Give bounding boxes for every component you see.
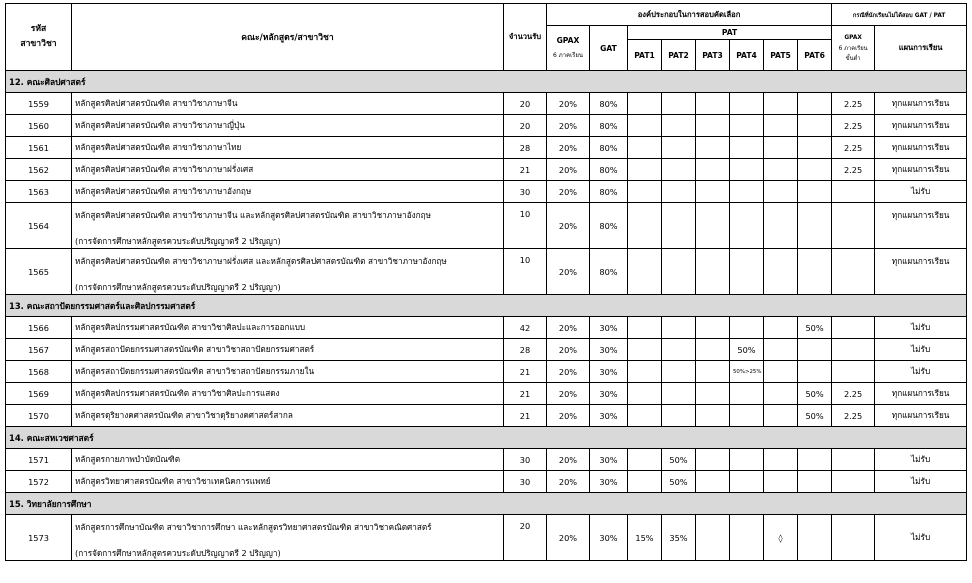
pat2-weight: 50% <box>662 471 696 493</box>
program-title: หลักสูตรศิลปศาสตรบัณฑิต สาขาวิชาภาษาจีน และหลักสูตรศิลปศาสตรบัณฑิต สาขาวิชาภาษาอังกฤษ <box>75 210 431 220</box>
pat3-weight <box>696 471 730 493</box>
pat3-weight <box>696 361 730 383</box>
program-code: 1560 <box>6 115 72 137</box>
program-name: หลักสูตรวิทยาศาสตรบัณฑิต สาขาวิชาเทคนิคการแพทย์ <box>72 471 504 493</box>
program-code: 1569 <box>6 383 72 405</box>
program-name: หลักสูตรสถาปัตยกรรมศาสตรบัณฑิต สาขาวิชาสถาปัตยกรรมศาสตร์ <box>72 339 504 361</box>
pat2-weight <box>662 115 696 137</box>
gpax-weight: 20% <box>547 181 590 203</box>
pat5-weight <box>764 249 798 295</box>
gpax-weight: 20% <box>547 449 590 471</box>
min-gpax-value <box>832 339 875 361</box>
pat5-weight <box>764 339 798 361</box>
min-gpax-value <box>832 181 875 203</box>
pat1-weight: 15% <box>628 515 662 561</box>
study-plan-value: ไม่รับ <box>875 317 967 339</box>
gpax-weight: 20% <box>547 317 590 339</box>
seats-value: 30 <box>504 181 547 203</box>
program-name: หลักสูตรศิลปกรรมศาสตรบัณฑิต สาขาวิชาศิลปะและการออกแบบ <box>72 317 504 339</box>
program-name <box>72 515 504 561</box>
table-row <box>6 449 967 471</box>
pat6-weight: 50% <box>798 317 832 339</box>
header-gat: GAT <box>590 26 628 71</box>
pat4-weight <box>730 449 764 471</box>
header-program: คณะ/หลักสูตร/สาขาวิชา <box>72 4 504 71</box>
table-row <box>6 361 967 383</box>
header-study-plan: แผนการเรียน <box>875 26 967 71</box>
pat6-weight <box>798 339 832 361</box>
pat1-weight <box>628 93 662 115</box>
study-plan-value: ไม่รับ <box>875 515 967 561</box>
table-row <box>6 249 967 295</box>
section-title: 12. คณะศิลปศาสตร์ <box>6 71 967 93</box>
pat4-weight <box>730 515 764 561</box>
header-seats: จำนวนรับ <box>504 4 547 71</box>
pat2-weight <box>662 181 696 203</box>
pat3-weight <box>696 449 730 471</box>
seats-value: 10 <box>504 249 547 295</box>
min-gpax-value <box>832 515 875 561</box>
pat2-weight: 35% <box>662 515 696 561</box>
gat-weight: 80% <box>590 159 628 181</box>
section-header-row <box>6 295 967 317</box>
pat5-weight <box>764 115 798 137</box>
program-code: 1562 <box>6 159 72 181</box>
pat6-weight <box>798 249 832 295</box>
pat3-weight <box>696 93 730 115</box>
pat6-weight <box>798 93 832 115</box>
pat2-weight <box>662 361 696 383</box>
seats-value: 21 <box>504 383 547 405</box>
table-row <box>6 471 967 493</box>
pat4-weight <box>730 203 764 249</box>
gat-weight: 30% <box>590 361 628 383</box>
table-row <box>6 383 967 405</box>
program-name: หลักสูตรศิลปศาสตรบัณฑิต สาขาวิชาภาษาอังกฤษ <box>72 181 504 203</box>
header-pat6: PAT6 <box>798 40 832 71</box>
gpax-weight: 20% <box>547 137 590 159</box>
pat1-weight <box>628 249 662 295</box>
table-row <box>6 115 967 137</box>
seats-value: 21 <box>504 405 547 427</box>
program-code: 1566 <box>6 317 72 339</box>
seats-value: 20 <box>504 93 547 115</box>
seats-value: 20 <box>504 515 547 561</box>
pat2-weight <box>662 137 696 159</box>
program-code: 1561 <box>6 137 72 159</box>
program-code: 1568 <box>6 361 72 383</box>
seats-value: 42 <box>504 317 547 339</box>
study-plan-value: ทุกแผนการเรียน <box>875 93 967 115</box>
gpax-weight: 20% <box>547 383 590 405</box>
program-name <box>72 249 504 295</box>
pat5-weight <box>764 137 798 159</box>
table-row <box>6 137 967 159</box>
seats-value: 28 <box>504 339 547 361</box>
pat4-weight: 50% <box>730 339 764 361</box>
gpax-weight: 20% <box>547 471 590 493</box>
program-code: 1567 <box>6 339 72 361</box>
header-pat5: PAT5 <box>764 40 798 71</box>
gpax-weight: 20% <box>547 339 590 361</box>
seats-value: 21 <box>504 159 547 181</box>
pat5-weight <box>764 317 798 339</box>
study-plan-value: ทุกแผนการเรียน <box>875 159 967 181</box>
gat-weight: 30% <box>590 405 628 427</box>
table-row <box>6 93 967 115</box>
study-plan-value: ทุกแผนการเรียน <box>875 203 967 249</box>
gat-weight: 30% <box>590 449 628 471</box>
seats-value: 20 <box>504 115 547 137</box>
pat4-weight: 50%>25% <box>730 361 764 383</box>
gat-weight: 30% <box>590 317 628 339</box>
pat3-weight <box>696 515 730 561</box>
program-code: 1570 <box>6 405 72 427</box>
header-gpax: GPAX 6 ภาคเรียน <box>547 26 590 71</box>
study-plan-value: ทุกแผนการเรียน <box>875 405 967 427</box>
seats-value: 10 <box>504 203 547 249</box>
pat1-weight <box>628 405 662 427</box>
pat6-weight: 50% <box>798 383 832 405</box>
program-name: หลักสูตรสถาปัตยกรรมศาสตรบัณฑิต สาขาวิชาสถาปัตยกรรมภายใน <box>72 361 504 383</box>
program-note: (การจัดการศึกษาหลักสูตรควบระดับปริญญาตรี 2 ปริญญา) <box>75 282 281 292</box>
study-plan-value: ทุกแผนการเรียน <box>875 137 967 159</box>
pat4-weight <box>730 159 764 181</box>
pat4-weight <box>730 383 764 405</box>
gat-weight: 30% <box>590 515 628 561</box>
table-body <box>6 71 967 561</box>
pat5-weight <box>764 383 798 405</box>
gpax-weight: 20% <box>547 515 590 561</box>
study-plan-value: ไม่รับ <box>875 339 967 361</box>
seats-value: 30 <box>504 471 547 493</box>
gpax-weight: 20% <box>547 203 590 249</box>
pat2-weight <box>662 317 696 339</box>
seats-value: 28 <box>504 137 547 159</box>
study-plan-value: ทุกแผนการเรียน <box>875 249 967 295</box>
min-gpax-value <box>832 361 875 383</box>
gpax-weight: 20% <box>547 159 590 181</box>
program-name: หลักสูตรศิลปศาสตรบัณฑิต สาขาวิชาภาษาฝรั่งเศส <box>72 159 504 181</box>
pat3-weight <box>696 383 730 405</box>
header-code: รหัส สาขาวิชา <box>6 4 72 71</box>
min-gpax-value <box>832 449 875 471</box>
header-min-gpax: GPAX 6 ภาคเรียน ขั้นต่ำ <box>832 26 875 71</box>
program-code: 1572 <box>6 471 72 493</box>
gat-weight: 30% <box>590 383 628 405</box>
min-gpax-value: 2.25 <box>832 383 875 405</box>
pat2-weight <box>662 405 696 427</box>
pat1-weight <box>628 339 662 361</box>
min-gpax-value: 2.25 <box>832 159 875 181</box>
min-gpax-value: 2.25 <box>832 115 875 137</box>
study-plan-value: ไม่รับ <box>875 449 967 471</box>
pat6-weight <box>798 203 832 249</box>
min-gpax-value <box>832 249 875 295</box>
pat3-weight <box>696 203 730 249</box>
table-row <box>6 405 967 427</box>
pat5-weight <box>764 361 798 383</box>
admission-table-container <box>5 3 967 561</box>
pat6-weight <box>798 471 832 493</box>
pat6-weight <box>798 361 832 383</box>
pat6-weight <box>798 181 832 203</box>
section-title: 14. คณะสหเวชศาสตร์ <box>6 427 967 449</box>
program-name: หลักสูตรดุริยางคศาสตรบัณฑิต สาขาวิชาดุริยางคศาสตร์สากล <box>72 405 504 427</box>
min-gpax-value: 2.25 <box>832 137 875 159</box>
gat-weight: 30% <box>590 339 628 361</box>
pat4-weight <box>730 405 764 427</box>
gat-weight: 80% <box>590 137 628 159</box>
min-gpax-value <box>832 317 875 339</box>
pat1-weight <box>628 361 662 383</box>
pat3-weight <box>696 317 730 339</box>
pat2-weight <box>662 249 696 295</box>
pat5-weight <box>764 449 798 471</box>
min-gpax-value <box>832 203 875 249</box>
gat-weight: 30% <box>590 471 628 493</box>
pat4-weight <box>730 137 764 159</box>
program-name: หลักสูตรศิลปศาสตรบัณฑิต สาขาวิชาภาษาญี่ปุ่น <box>72 115 504 137</box>
pat5-weight <box>764 405 798 427</box>
header-pat1: PAT1 <box>628 40 662 71</box>
pat3-weight <box>696 405 730 427</box>
study-plan-value: ไม่รับ <box>875 471 967 493</box>
program-code: 1563 <box>6 181 72 203</box>
pat3-weight <box>696 137 730 159</box>
pat2-weight <box>662 93 696 115</box>
pat6-weight <box>798 115 832 137</box>
header-pat4: PAT4 <box>730 40 764 71</box>
program-code: 1565 <box>6 249 72 295</box>
program-title: หลักสูตรศิลปศาสตรบัณฑิต สาขาวิชาภาษาฝรั่งเศส และหลักสูตรศิลปศาสตรบัณฑิต สาขาวิชาภาษาอังกฤษ <box>75 256 447 266</box>
program-code: 1559 <box>6 93 72 115</box>
pat6-weight: 50% <box>798 405 832 427</box>
seats-value: 30 <box>504 449 547 471</box>
table-row <box>6 181 967 203</box>
section-header-row <box>6 427 967 449</box>
pat1-weight <box>628 449 662 471</box>
study-plan-value: ไม่รับ <box>875 361 967 383</box>
pat1-weight <box>628 159 662 181</box>
gat-weight: 80% <box>590 93 628 115</box>
pat4-weight <box>730 115 764 137</box>
program-name: หลักสูตรกายภาพบำบัดบัณฑิต <box>72 449 504 471</box>
header-pat2: PAT2 <box>662 40 696 71</box>
gpax-weight: 20% <box>547 405 590 427</box>
program-name: หลักสูตรศิลปศาสตรบัณฑิต สาขาวิชาภาษาจีน <box>72 93 504 115</box>
program-note: (การจัดการศึกษาหลักสูตรควบระดับปริญญาตรี 2 ปริญญา) <box>75 236 281 246</box>
admission-criteria-table <box>5 3 967 561</box>
section-header-row <box>6 71 967 93</box>
pat1-weight <box>628 181 662 203</box>
pat2-weight <box>662 159 696 181</box>
pat6-weight <box>798 449 832 471</box>
program-code: 1571 <box>6 449 72 471</box>
pat4-weight <box>730 249 764 295</box>
pat6-weight <box>798 515 832 561</box>
pat4-weight <box>730 93 764 115</box>
gat-weight: 80% <box>590 115 628 137</box>
header-no-score-case: กรณีที่นักเรียนไม่ได้สอบ GAT / PAT <box>832 4 967 26</box>
header-pat3: PAT3 <box>696 40 730 71</box>
gpax-weight: 20% <box>547 361 590 383</box>
pat5-weight <box>764 93 798 115</box>
pat4-weight <box>730 181 764 203</box>
pat5-weight <box>764 181 798 203</box>
gpax-weight: 20% <box>547 93 590 115</box>
pat1-weight <box>628 317 662 339</box>
program-name: หลักสูตรศิลปศาสตรบัณฑิต สาขาวิชาภาษาไทย <box>72 137 504 159</box>
program-name <box>72 203 504 249</box>
program-code: 1564 <box>6 203 72 249</box>
study-plan-value: ทุกแผนการเรียน <box>875 115 967 137</box>
study-plan-value: ทุกแผนการเรียน <box>875 383 967 405</box>
seats-value: 21 <box>504 361 547 383</box>
min-gpax-value <box>832 471 875 493</box>
table-header <box>6 4 967 71</box>
pat2-weight <box>662 339 696 361</box>
section-title: 15. วิทยาลัยการศึกษา <box>6 493 967 515</box>
header-pat: PAT <box>628 26 832 40</box>
study-plan-value: ไม่รับ <box>875 181 967 203</box>
pat6-weight <box>798 159 832 181</box>
gat-weight: 80% <box>590 203 628 249</box>
program-note: (การจัดการศึกษาหลักสูตรควบระดับปริญญาตรี 2 ปริญญา) <box>75 548 281 558</box>
pat3-weight <box>696 339 730 361</box>
min-gpax-value: 2.25 <box>832 93 875 115</box>
pat1-weight <box>628 471 662 493</box>
table-row <box>6 159 967 181</box>
pat1-weight <box>628 115 662 137</box>
pat4-weight <box>730 471 764 493</box>
program-title: หลักสูตรการศึกษาบัณฑิต สาขาวิชาการศึกษา และหลักสูตรวิทยาศาสตรบัณฑิต สาขาวิชาคณิตศาสตร์ <box>75 522 432 532</box>
gat-weight: 80% <box>590 249 628 295</box>
program-name: หลักสูตรศิลปกรรมศาสตรบัณฑิต สาขาวิชาศิลปะการแสดง <box>72 383 504 405</box>
program-code: 1573 <box>6 515 72 561</box>
pat1-weight <box>628 137 662 159</box>
pat5-weight <box>764 203 798 249</box>
pat2-weight <box>662 383 696 405</box>
pat2-weight: 50% <box>662 449 696 471</box>
table-row <box>6 339 967 361</box>
gpax-weight: 20% <box>547 115 590 137</box>
min-gpax-value: 2.25 <box>832 405 875 427</box>
section-header-row <box>6 493 967 515</box>
pat1-weight <box>628 203 662 249</box>
pat5-weight <box>764 471 798 493</box>
pat5-weight <box>764 159 798 181</box>
table-row <box>6 317 967 339</box>
pat4-weight <box>730 317 764 339</box>
gat-weight: 80% <box>590 181 628 203</box>
table-row <box>6 515 967 561</box>
pat3-weight <box>696 181 730 203</box>
pat2-weight <box>662 203 696 249</box>
gpax-weight: 20% <box>547 249 590 295</box>
pat3-weight <box>696 115 730 137</box>
section-title: 13. คณะสถาปัตยกรรมศาสตร์และศิลปกรรมศาสตร์ <box>6 295 967 317</box>
pat3-weight <box>696 159 730 181</box>
pat3-weight <box>696 249 730 295</box>
pat1-weight <box>628 383 662 405</box>
table-row <box>6 203 967 249</box>
header-components: องค์ประกอบในการสอบคัดเลือก <box>547 4 832 26</box>
pat6-weight <box>798 137 832 159</box>
pat5-weight: ◊ <box>764 515 798 561</box>
